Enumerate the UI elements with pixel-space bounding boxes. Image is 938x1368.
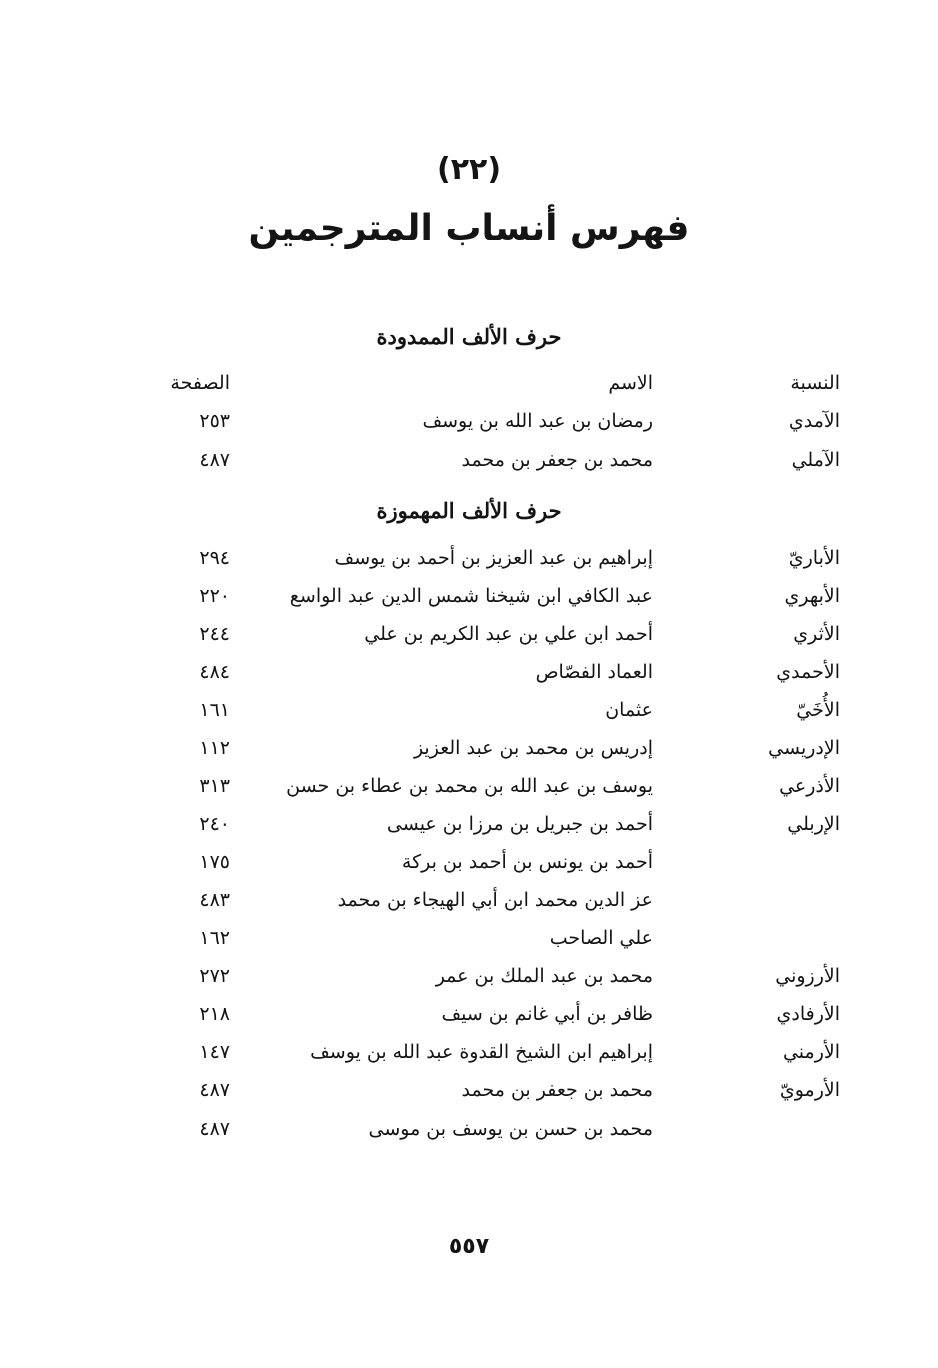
row-nisba: الأرفادي: [776, 1003, 840, 1025]
row-page: ٤٨٤: [199, 661, 230, 683]
row-nisba: الآملي: [791, 449, 840, 471]
table-row: [0, 957, 938, 995]
table-row: [0, 995, 938, 1033]
table-row: [0, 1033, 938, 1071]
row-name: يوسف بن عبد الله بن محمد بن عطاء بن حسن: [286, 775, 653, 797]
row-name: ظافر بن أبي غانم بن سيف: [441, 1003, 653, 1025]
row-page: ٤٨٧: [199, 449, 230, 471]
table-row: [0, 653, 938, 691]
row-page: ١٧٥: [199, 851, 230, 873]
row-page: ٢١٨: [199, 1003, 230, 1025]
row-nisba: الأرمني: [782, 1041, 840, 1063]
table-row: [0, 577, 938, 615]
row-nisba: الأحمدي: [776, 661, 840, 683]
row-nisba: الإدريسي: [768, 737, 840, 759]
row-nisba: الأُخَيّ: [796, 699, 840, 721]
chapter-title: فهرس أنساب المترجمين: [248, 208, 690, 249]
row-page: ١٦١: [199, 699, 230, 721]
header-name: الاسم: [608, 372, 653, 394]
chapter-number: (٢٢): [436, 152, 502, 187]
row-name: محمد بن عبد الملك بن عمر: [435, 965, 653, 987]
table-row: [0, 881, 938, 919]
row-nisba: الأثري: [793, 623, 840, 645]
row-name: إدريس بن محمد بن عبد العزيز: [413, 737, 653, 759]
row-nisba: الأذرعي: [779, 775, 840, 797]
table-row: [0, 691, 938, 729]
row-name: رمضان بن عبد الله بن يوسف: [422, 410, 653, 432]
row-name: محمد بن جعفر بن محمد: [461, 1079, 653, 1101]
header-nisba: النسبة: [790, 372, 840, 394]
row-name: إبراهيم ابن الشيخ القدوة عبد الله بن يوسف: [310, 1041, 653, 1063]
row-name: أحمد بن يونس بن أحمد بن بركة: [401, 851, 653, 873]
row-nisba: الإربلي: [787, 813, 840, 835]
row-name: محمد بن جعفر بن محمد: [461, 449, 653, 471]
row-page: ٢٩٤: [199, 547, 230, 569]
row-nisba: الآمدي: [788, 410, 840, 432]
table-row: [0, 919, 938, 957]
row-page: ٢٢٠: [199, 585, 230, 607]
table-row: [0, 1110, 938, 1148]
row-nisba: الأبهري: [784, 585, 840, 607]
row-name: عثمان: [605, 699, 653, 721]
row-name: إبراهيم بن عبد العزيز بن أحمد بن يوسف: [334, 547, 653, 569]
row-page: ٤٨٧: [199, 1118, 230, 1140]
table-row: [0, 1071, 938, 1109]
row-name: العماد الفصّاص: [535, 661, 653, 683]
table-row: [0, 441, 938, 479]
row-page: ٢٤٤: [199, 623, 230, 645]
table-row: [0, 402, 938, 440]
page-number: ٥٥٧: [448, 1234, 490, 1259]
row-name: علي الصاحب: [549, 927, 653, 949]
table-row: [0, 767, 938, 805]
table-row: [0, 843, 938, 881]
row-name: أحمد ابن علي بن عبد الكريم بن علي: [364, 623, 653, 645]
row-page: ١١٢: [199, 737, 230, 759]
row-nisba: الأرمويّ: [779, 1079, 840, 1101]
row-nisba: الأباريّ: [788, 547, 840, 569]
row-name: عز الدين محمد ابن أبي الهيجاء بن محمد: [337, 889, 653, 911]
row-page: ٤٨٣: [199, 889, 230, 911]
row-page: ٤٨٧: [199, 1079, 230, 1101]
row-name: محمد بن حسن بن يوسف بن موسى: [368, 1118, 653, 1140]
table-row: [0, 539, 938, 577]
row-page: ١٤٧: [199, 1041, 230, 1063]
row-nisba: الأرزوني: [775, 965, 840, 987]
table-row: [0, 615, 938, 653]
section-heading-alif-mahmuza: حرف الألف المهموزة: [376, 498, 562, 523]
table-row: [0, 729, 938, 767]
row-page: ١٦٢: [199, 927, 230, 949]
row-page: ٢٥٣: [199, 410, 230, 432]
header-page: الصفحة: [170, 372, 230, 394]
table-header: [0, 364, 938, 402]
row-page: ٢٤٠: [199, 813, 230, 835]
row-name: عبد الكافي ابن شيخنا شمس الدين عبد الواسع: [289, 585, 653, 607]
row-name: أحمد بن جبريل بن مرزا بن عيسى: [386, 813, 653, 835]
row-page: ٢٧٢: [199, 965, 230, 987]
row-page: ٣١٣: [199, 775, 230, 797]
section-heading-alif-mamduda: حرف الألف الممدودة: [376, 324, 562, 349]
table-row: [0, 805, 938, 843]
